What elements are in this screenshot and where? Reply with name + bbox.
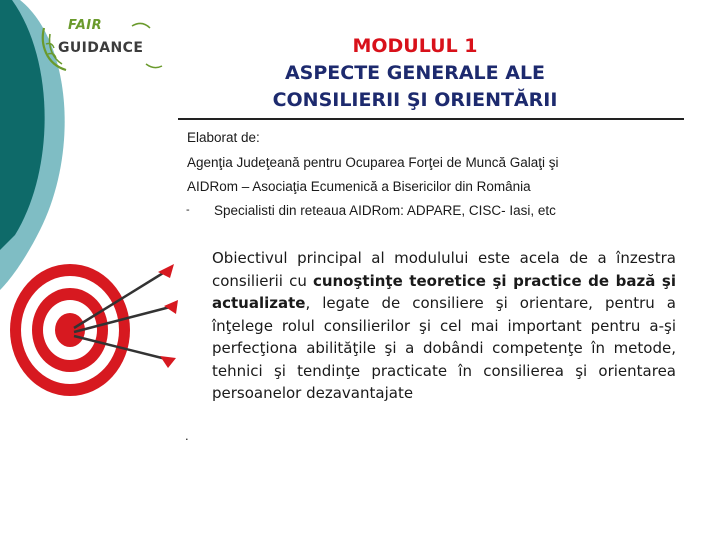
credits-heading: Elaborat de: [187, 130, 260, 145]
bullet-marker: - [186, 204, 190, 216]
module-title: MODULUL 1 [352, 35, 478, 57]
objective-emphasis: cunoştinţe teoretice şi practice de bază şi actualizate [212, 271, 676, 312]
module-subtitle-line2: CONSILIERII ŞI ORIENTĂRII [272, 89, 558, 111]
logo-fair-text: FAIR [68, 18, 103, 33]
objective-text-start: Obiectivul principal al modulului este acela de a înzestra consilierii cu [212, 249, 676, 290]
objective-paragraph [212, 247, 676, 405]
credits-line-2: AIDRom – Asociaţia Ecumenică a Bisericilor din România [187, 179, 531, 194]
objective-text-end: , legate de consiliere şi orientare, pentru a înţelege rolul consilierilor şi cel mai important pentru a-şi perfecţiona abilităţile şi a dobândi competenţe în metode, tehnici şi tendinţe practicate în consilierea şi orientarea persoanelor dezavantajate [212, 294, 676, 402]
trailing-bullet: . [185, 428, 189, 443]
logo-guidance-text: GUIDANCE [58, 40, 144, 56]
module-subtitle-line1: ASPECTE GENERALE ALE [284, 62, 546, 84]
fair-guidance-logo [36, 14, 172, 76]
credits-line-1: Agenţia Judeţeană pentru Ocuparea Forţei de Muncă Galaţi şi [187, 155, 559, 170]
credits-bullet-text: Specialisti din reteaua AIDRom: ADPARE, CISC- Iasi, etc [214, 203, 556, 218]
title-divider [178, 118, 684, 120]
target-arrows-image [8, 262, 178, 407]
